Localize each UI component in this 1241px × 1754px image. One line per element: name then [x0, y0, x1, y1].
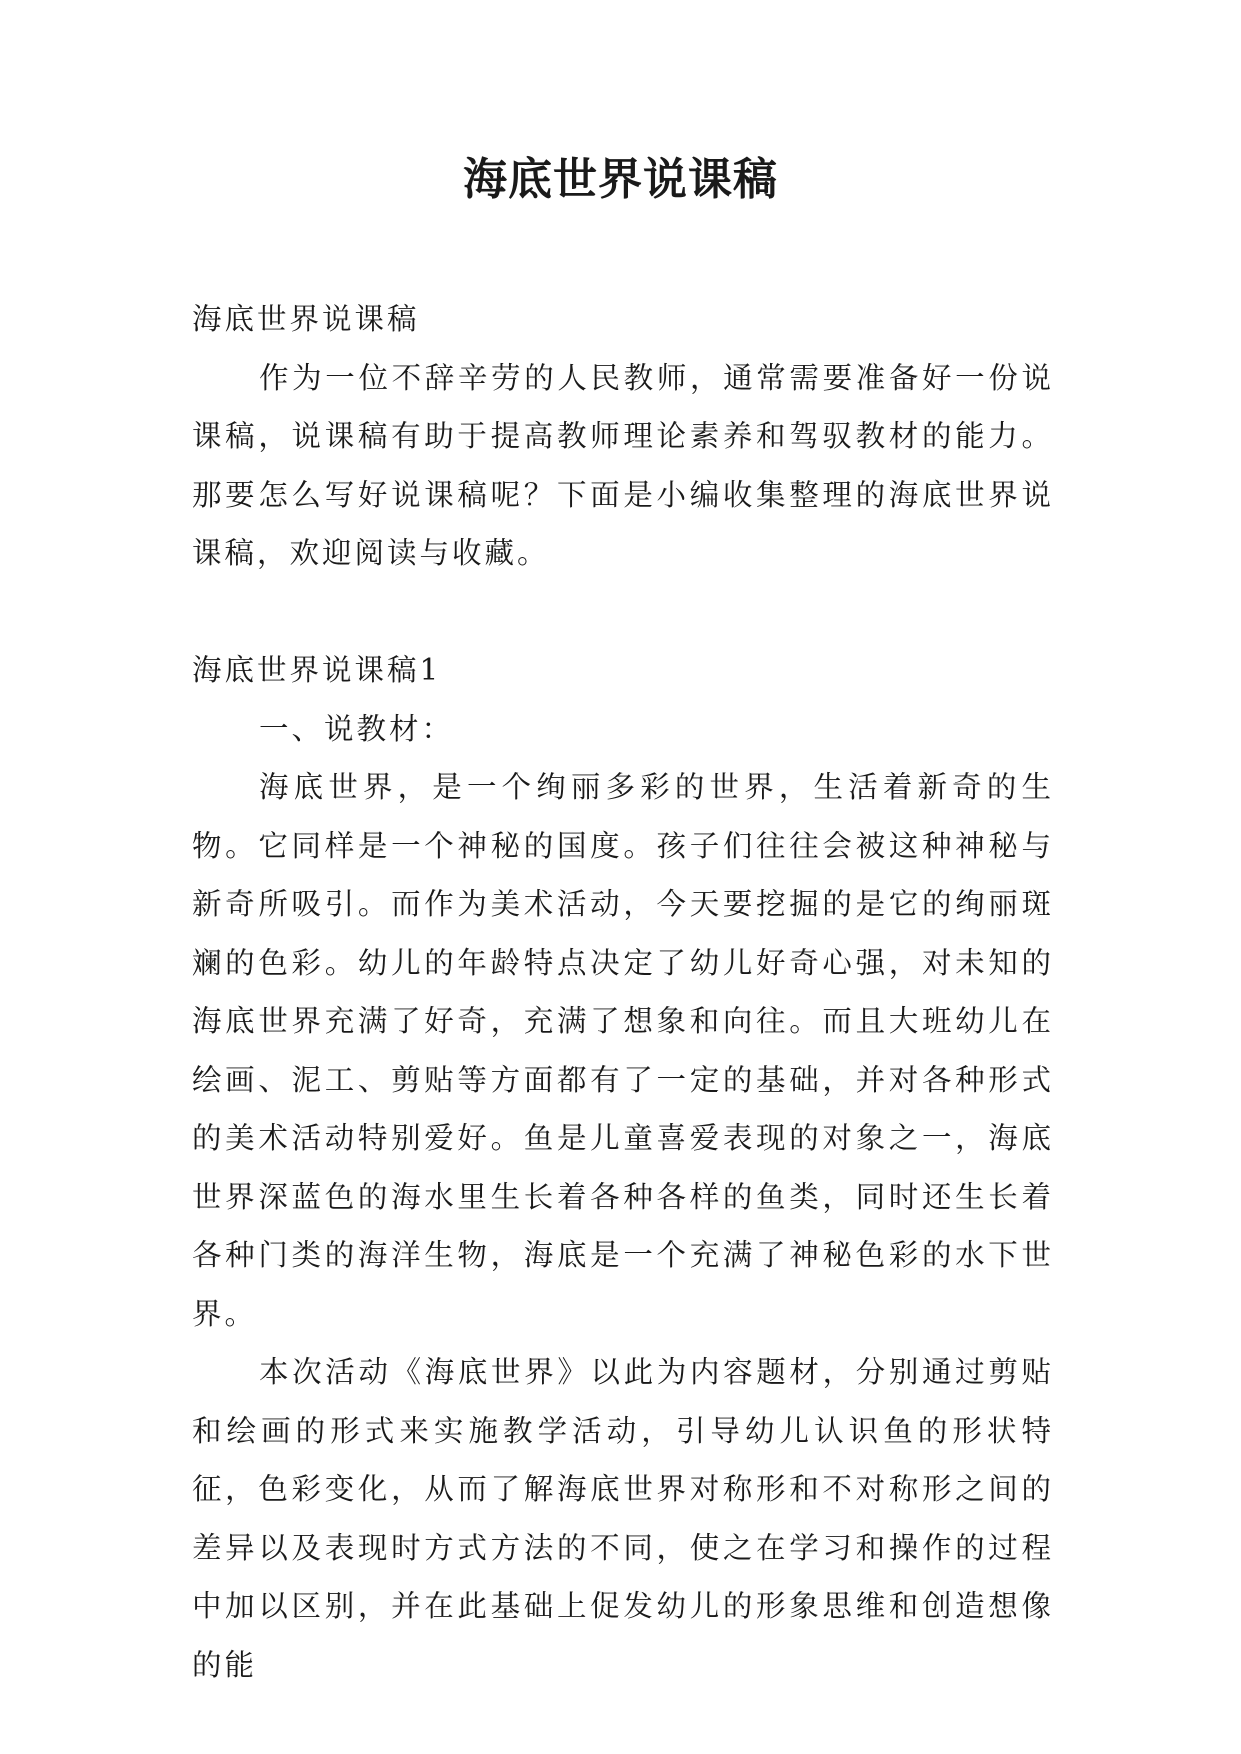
- document-title: 海底世界说课稿: [463, 154, 778, 205]
- intro-heading: 海底世界说课稿: [192, 302, 420, 336]
- body-paragraph: 海底世界，是一个绚丽多彩的世界，生活着新奇的生物。它同样是一个神秘的国度。孩子们往往会被这种神秘与新奇所吸引。而作为美术活动，今天要挖掘的是它的绚丽斑斓的色彩。幼儿的年龄特点决定了幼儿好奇心强，对未知的海底世界充满了好奇，充满了想象和向往。而且大班幼儿在绘画、泥工、剪贴等方面都有了一定的基础，并对各种形式的美术活动特别爱好。鱼是儿童喜爱表现的对象之一，海底世界深蓝色的海水里生长着各种各样的鱼类，同时还生长着各种门类的海洋生物，海底是一个充满了神秘色彩的水下世界。: [192, 770, 1054, 1331]
- paragraph-spacer: [192, 583, 1054, 642]
- document-body: [192, 290, 1054, 1694]
- body-paragraph: 本次活动《海底世界》以此为内容题材，分别通过剪贴和绘画的形式来实施教学活动，引导幼儿认识鱼的形状特征，色彩变化，从而了解海底世界对称形和不对称形之间的差异以及表现时方式方法的不同，使之在学习和操作的过程中加以区别，并在此基础上促发幼儿的形象思维和创造想像的能: [192, 1355, 1054, 1682]
- intro-paragraph: 作为一位不辞辛劳的人民教师，通常需要准备好一份说课稿，说课稿有助于提高教师理论素养和驾驭教材的能力。那要怎么写好说课稿呢？下面是小编收集整理的海底世界说课稿，欢迎阅读与收藏。: [192, 360, 1054, 570]
- section-heading: 海底世界说课稿1: [192, 653, 442, 687]
- section-subheading: 一、说教材：: [259, 711, 455, 746]
